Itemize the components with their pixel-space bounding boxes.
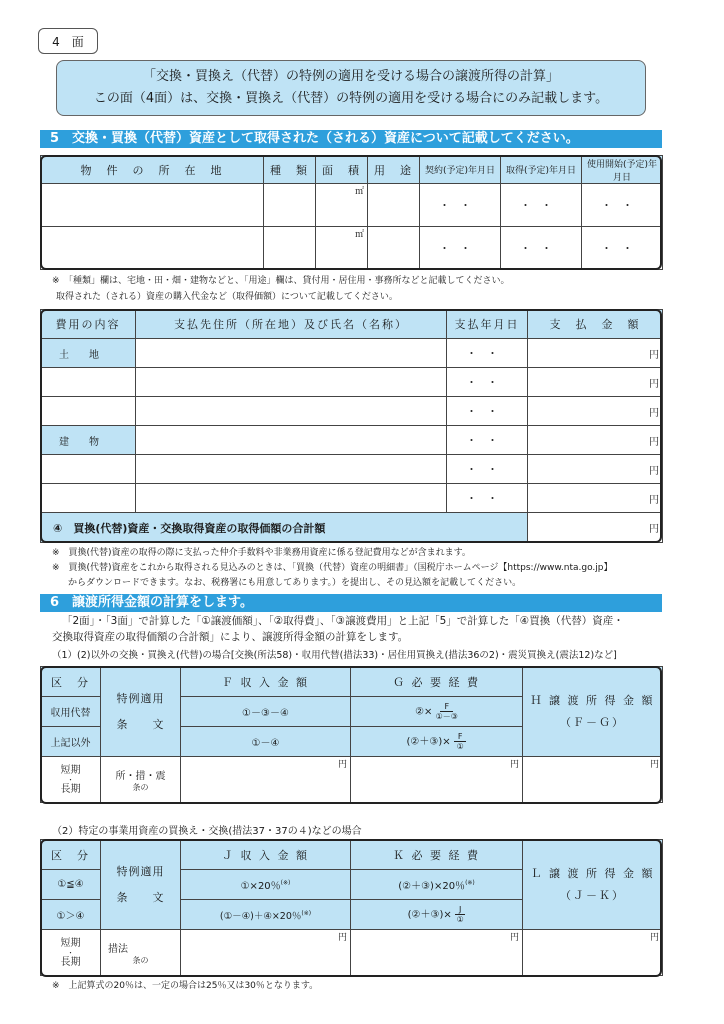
property-table bbox=[40, 155, 663, 270]
type-input[interactable] bbox=[264, 184, 316, 227]
contract-date-input[interactable]: ・・ bbox=[420, 227, 501, 270]
k1-mark: (※) bbox=[465, 879, 475, 887]
row-le: ①≦④ bbox=[41, 870, 101, 900]
payee-input[interactable] bbox=[136, 339, 447, 368]
term-short: 短期 bbox=[60, 764, 81, 776]
payee-input[interactable] bbox=[136, 368, 447, 397]
use-input[interactable] bbox=[368, 227, 420, 270]
contract-date-input[interactable]: ・・ bbox=[420, 184, 501, 227]
term-short: 短期 bbox=[60, 937, 81, 949]
H-amount-input[interactable]: 円 bbox=[523, 757, 663, 803]
colL-formula: （Ｊ－Ｋ） bbox=[560, 888, 625, 902]
section6-para2: 交換取得資産の取得価額の合計額」により、譲渡所得金額の計算をします。 bbox=[52, 631, 409, 643]
col-pay-amount: 支 払 金 額 bbox=[528, 310, 663, 339]
area-unit: ㎡ bbox=[354, 187, 364, 197]
f2-formula: ①－④ bbox=[181, 727, 351, 757]
use-date-input[interactable]: ・・ bbox=[582, 227, 663, 270]
term-selector-2[interactable] bbox=[41, 930, 101, 976]
law-label: 所・措・震 bbox=[115, 770, 166, 782]
g2-formula bbox=[351, 727, 523, 757]
pay-date-input[interactable]: ・・ bbox=[447, 339, 528, 368]
k2-fraction bbox=[455, 905, 465, 924]
g2-fraction bbox=[454, 732, 467, 751]
acquire-date-input[interactable]: ・・ bbox=[501, 184, 582, 227]
total-amount-input[interactable]: 円 bbox=[528, 513, 663, 543]
row-label-building: 建 物 bbox=[41, 426, 136, 455]
payee-input[interactable] bbox=[136, 397, 447, 426]
type-input[interactable] bbox=[264, 227, 316, 270]
note-download: からダウンロードできます。なお、税務署にも用意してあります。）を提出し、その見込額を記載してください。 bbox=[68, 578, 522, 588]
j1-mark: (※) bbox=[280, 879, 291, 887]
area-input[interactable] bbox=[316, 184, 368, 227]
col-contract-date: 契約(予定)年月日 bbox=[420, 156, 501, 184]
header-box bbox=[56, 60, 646, 116]
j1-formula bbox=[181, 870, 351, 900]
col-kubun2: 区 分 bbox=[41, 840, 101, 870]
calc-table-2 bbox=[40, 839, 663, 976]
pay-amount-input[interactable]: 円 bbox=[528, 426, 663, 455]
col-acquire-date: 取得(予定)年月日 bbox=[501, 156, 582, 184]
law-label-2: 措法 bbox=[108, 943, 128, 955]
cost-content-input[interactable] bbox=[41, 484, 136, 513]
jobun2-label: 条 文 bbox=[116, 890, 165, 904]
G-amount-input[interactable]: 円 bbox=[351, 757, 523, 803]
acquire-date-input[interactable]: ・・ bbox=[501, 227, 582, 270]
pay-date-input[interactable]: ・・ bbox=[447, 397, 528, 426]
subsection2-title: （2）特定の事業用資産の買換え・交換(措法37・37の４)などの場合 bbox=[52, 826, 362, 837]
g1-num: F bbox=[440, 702, 453, 712]
col-type: 種 類 bbox=[264, 156, 316, 184]
k2-den: ① bbox=[456, 915, 464, 924]
col-tokurei bbox=[101, 667, 181, 757]
cost-content-input[interactable] bbox=[41, 455, 136, 484]
pay-amount-input[interactable]: 円 bbox=[528, 339, 663, 368]
j2-formula bbox=[181, 900, 351, 930]
col-K: Ｋ 必 要 経 費 bbox=[351, 840, 523, 870]
payee-input[interactable] bbox=[136, 426, 447, 455]
L-amount-input[interactable]: 円 bbox=[523, 930, 663, 976]
pay-amount-input[interactable]: 円 bbox=[528, 368, 663, 397]
header-line1: 「交換・買換え（代替）の特例の適用を受ける場合の譲渡所得の計算」 bbox=[142, 69, 559, 84]
law-input[interactable] bbox=[101, 757, 181, 803]
col-kubun: 区 分 bbox=[41, 667, 101, 697]
g2-num: F bbox=[454, 732, 467, 742]
k2-formula bbox=[351, 900, 523, 930]
jono-label-2: 条の bbox=[132, 955, 149, 965]
term-dot: ・ bbox=[67, 948, 74, 957]
j2-text: (①－④)＋④×20％ bbox=[219, 910, 302, 922]
cost-table bbox=[40, 309, 663, 543]
col-use: 用 途 bbox=[368, 156, 420, 184]
tokurei-label: 特例適用 bbox=[116, 691, 165, 705]
col-L bbox=[523, 840, 663, 930]
term-dot: ・ bbox=[67, 775, 74, 784]
K-amount-input[interactable]: 円 bbox=[351, 930, 523, 976]
pay-amount-input[interactable]: 円 bbox=[528, 397, 663, 426]
col-cost-content: 費用の内容 bbox=[41, 310, 136, 339]
col-J: Ｊ 収 入 金 額 bbox=[181, 840, 351, 870]
row-shuyo: 収用代替 bbox=[41, 697, 101, 727]
note-percent: ※ 上記算式の20％は、一定の場合は25％又は30％となります。 bbox=[52, 981, 319, 991]
col-F: Ｆ 収 入 金 額 bbox=[181, 667, 351, 697]
term-selector[interactable] bbox=[41, 757, 101, 803]
calc-table-1 bbox=[40, 666, 663, 803]
k2-num: J bbox=[455, 905, 465, 915]
col-G: Ｇ 必 要 経 費 bbox=[351, 667, 523, 697]
col-pay-date: 支払年月日 bbox=[447, 310, 528, 339]
section5-title: 5 交換・買換（代替）資産として取得された（される）資産について記載してください。 bbox=[40, 130, 662, 148]
g1-formula bbox=[351, 697, 523, 727]
row-other: 上記以外 bbox=[41, 727, 101, 757]
J-amount-input[interactable]: 円 bbox=[181, 930, 351, 976]
pay-date-input[interactable]: ・・ bbox=[447, 484, 528, 513]
g2-prefix: (②＋③)× bbox=[406, 736, 451, 748]
header-line2: この面（4面）は、交換・買換え（代替）の特例の適用を受ける場合にのみ記載します。 bbox=[93, 91, 609, 106]
col-H bbox=[523, 667, 663, 757]
section6-para1: 「2面」・「3面」で計算した「①譲渡価額」、「②取得費」、「③譲渡費用」と上記「5」で計算した「④買換（代替）資産・ bbox=[62, 615, 624, 627]
pay-date-input[interactable]: ・・ bbox=[447, 368, 528, 397]
colH-formula: （Ｆ－Ｇ） bbox=[560, 715, 625, 729]
col-payee: 支払先住所（所在地）及び氏名（名称） bbox=[136, 310, 447, 339]
term-long: 長期 bbox=[60, 956, 81, 968]
g1-den: ①－③ bbox=[435, 712, 458, 721]
col-use-date: 使用開始(予定)年月日 bbox=[582, 156, 663, 184]
note-fees: ※ 買換(代替)資産の取得の際に支払った仲介手数料や非業務用資産に係る登記費用などが含まれます。 bbox=[52, 548, 471, 558]
g1-prefix: ②× bbox=[415, 706, 433, 718]
area-unit: ㎡ bbox=[354, 230, 364, 240]
subsection1-title: （1）(2)以外の交換・買換え(代替)の場合[交換(所法58)・収用代替(措法33)・居住用買換え(措法36の2)・震災買換え(震法12)など] bbox=[52, 650, 617, 661]
use-date-input[interactable]: ・・ bbox=[582, 184, 663, 227]
col-location: 物 件 の 所 在 地 bbox=[41, 156, 264, 184]
pay-date-input[interactable]: ・・ bbox=[447, 455, 528, 484]
j1-text: ①×20％ bbox=[240, 881, 281, 892]
row-label-land: 土 地 bbox=[41, 339, 136, 368]
colH-label: Ｈ 譲 渡 所 得 金 額 bbox=[530, 693, 655, 707]
note-estimate: ※ 買換(代替)資産をこれから取得される見込みのときは、「買換（代替）資産の明細書」（国税庁ホームページ【https://www.nta.go.jp】 bbox=[52, 563, 613, 573]
pay-date-input[interactable]: ・・ bbox=[447, 426, 528, 455]
payee-input[interactable] bbox=[136, 484, 447, 513]
col-tokurei2 bbox=[101, 840, 181, 930]
j2-mark: (※) bbox=[301, 909, 312, 917]
k2-prefix: (②＋③)× bbox=[407, 909, 452, 921]
location-input[interactable] bbox=[41, 184, 264, 227]
area-input[interactable] bbox=[316, 227, 368, 270]
total-label: ④ 買換(代替)資産・交換取得資産の取得価額の合計額 bbox=[41, 513, 528, 543]
pay-amount-input[interactable]: 円 bbox=[528, 455, 663, 484]
g1-fraction bbox=[436, 702, 458, 721]
section6-title: 6 譲渡所得金額の計算をします。 bbox=[40, 594, 662, 612]
g2-den: ① bbox=[456, 742, 464, 751]
jono-label: 条の bbox=[132, 782, 149, 792]
row-gt: ①＞④ bbox=[41, 900, 101, 930]
tokurei2-label: 特例適用 bbox=[116, 864, 165, 878]
note-price: 取得された（される）資産の購入代金など（取得価額）について記載してください。 bbox=[56, 292, 398, 302]
col-area: 面 積 bbox=[316, 156, 368, 184]
payee-input[interactable] bbox=[136, 455, 447, 484]
k1-text: (②＋③)×20％ bbox=[398, 881, 466, 892]
cost-content-input[interactable] bbox=[41, 397, 136, 426]
k1-formula bbox=[351, 870, 523, 900]
note-type-use: ※ 「種類」欄は、宅地・田・畑・建物などと、「用途」欄は、貸付用・居住用・事務所などと記載してください。 bbox=[52, 276, 510, 286]
term-long: 長期 bbox=[60, 783, 81, 795]
f1-formula: ①－③－④ bbox=[181, 697, 351, 727]
colL-label: Ｌ 譲 渡 所 得 金 額 bbox=[530, 866, 655, 880]
F-amount-input[interactable]: 円 bbox=[181, 757, 351, 803]
cost-content-input[interactable] bbox=[41, 368, 136, 397]
law-input-2[interactable] bbox=[101, 930, 181, 976]
use-input[interactable] bbox=[368, 184, 420, 227]
location-input[interactable] bbox=[41, 227, 264, 270]
jobun-label: 条 文 bbox=[116, 717, 165, 731]
pay-amount-input[interactable]: 円 bbox=[528, 484, 663, 513]
page-label: 4 面 bbox=[38, 28, 98, 54]
